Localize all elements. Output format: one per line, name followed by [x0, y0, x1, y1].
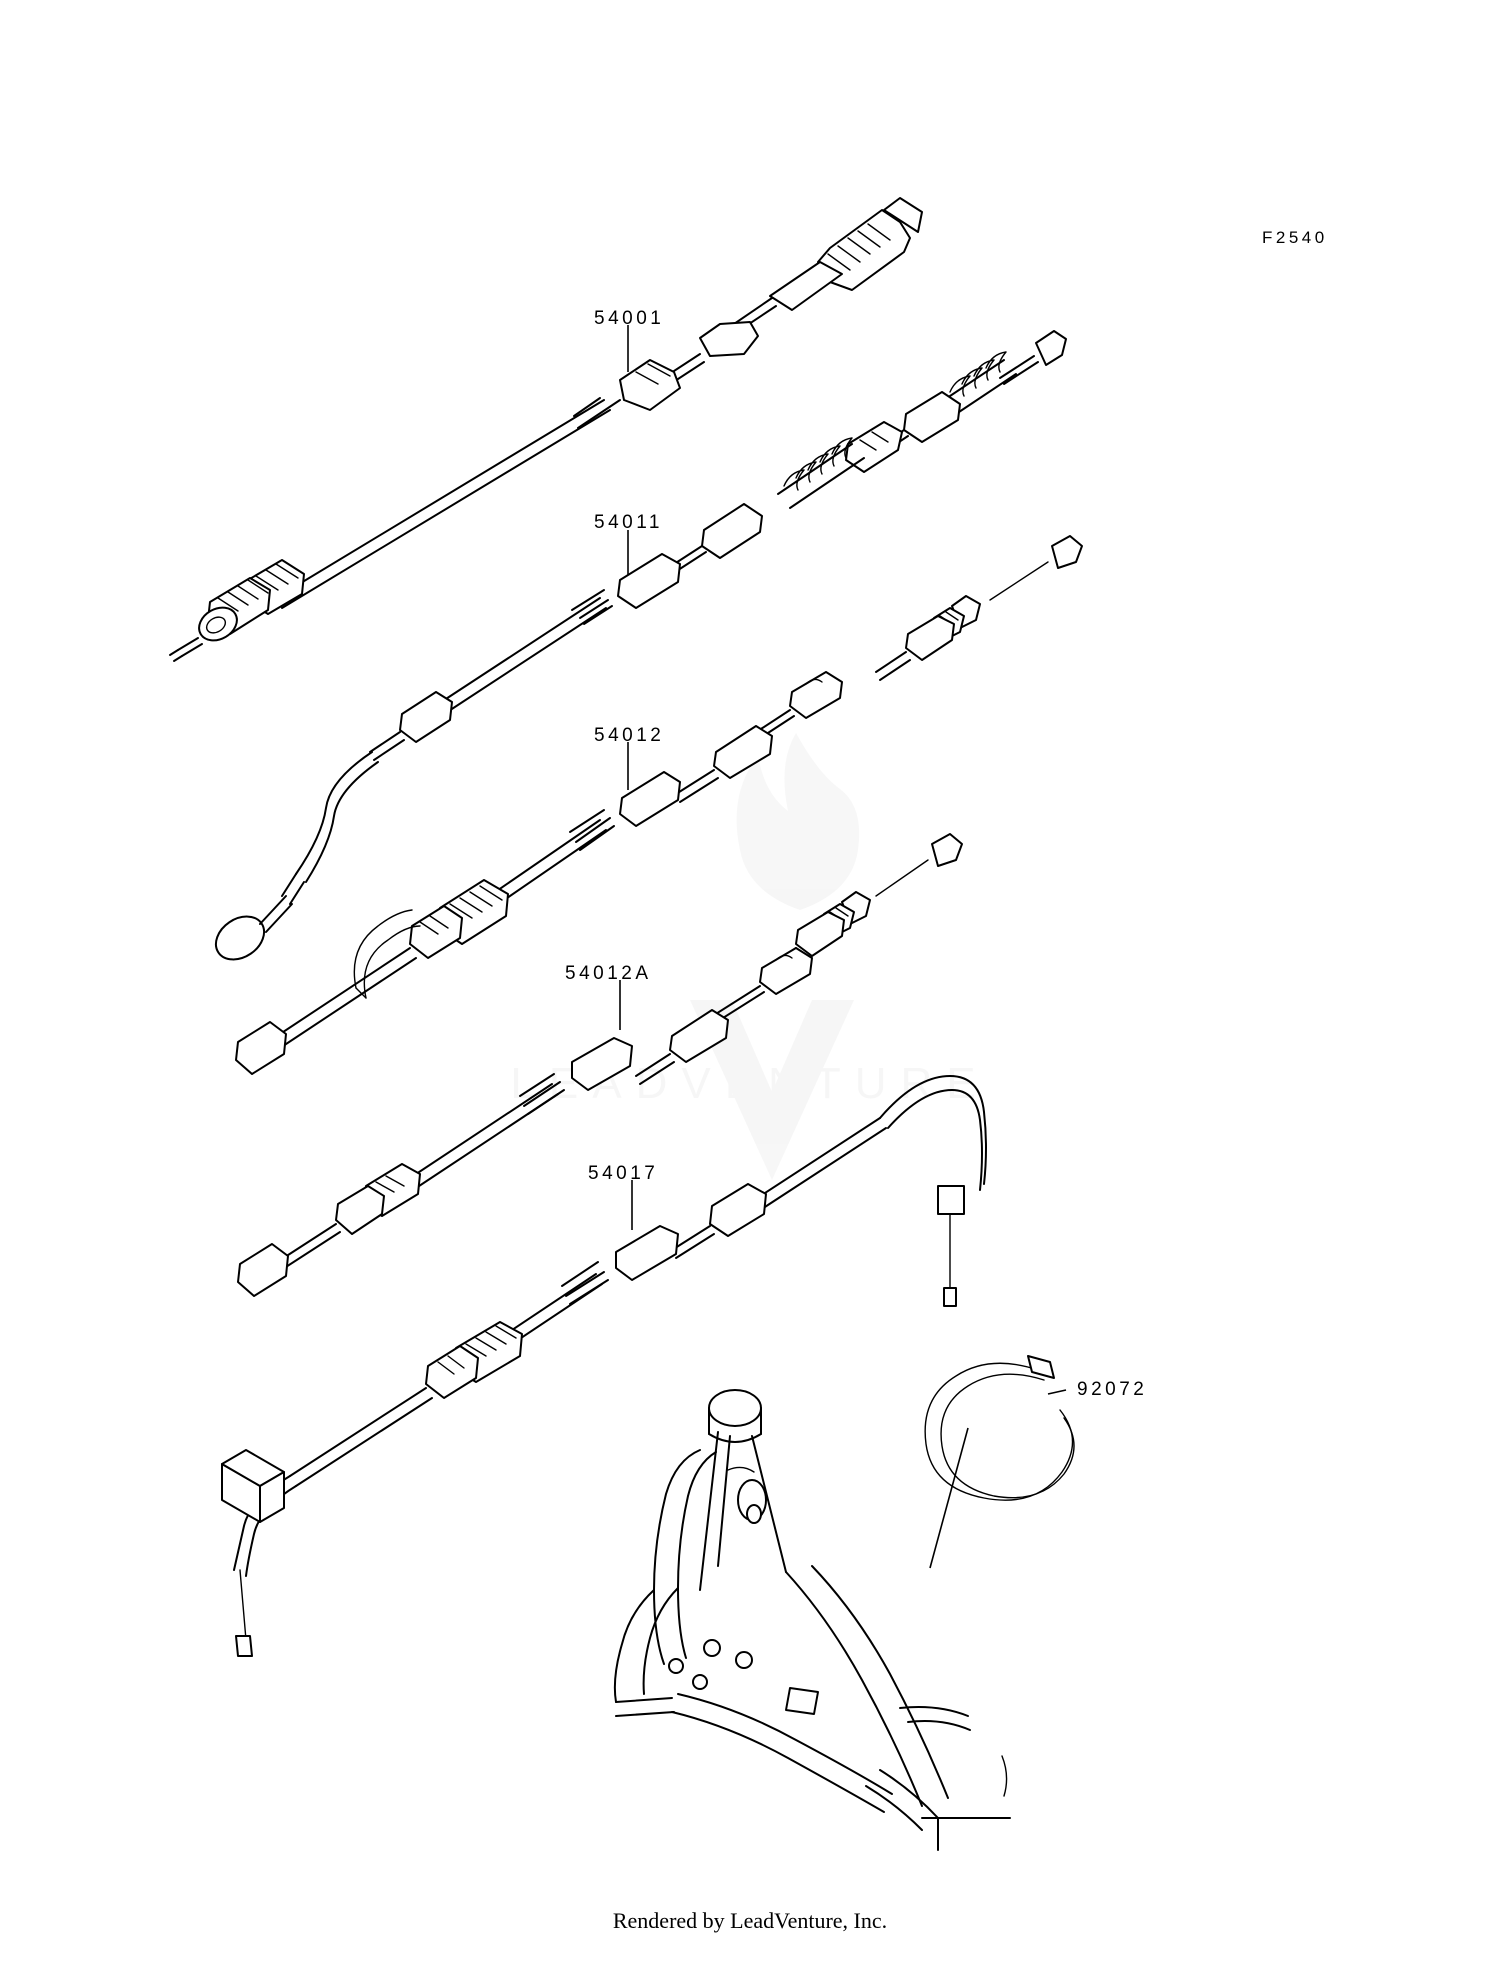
- part-label-54011[interactable]: 54011: [594, 512, 663, 533]
- part-drawing-54012: [236, 536, 1082, 1074]
- part-label-92072[interactable]: 92072: [1077, 1379, 1148, 1400]
- part-drawing-54011: [208, 331, 1066, 968]
- svg-text:LEADVENTURE: LEADVENTURE: [510, 1059, 990, 1108]
- frame-illustration: [615, 1390, 1010, 1850]
- footer-credit: Rendered by LeadVenture, Inc.: [612, 1908, 888, 1933]
- part-label-54012A[interactable]: 54012A: [565, 963, 652, 984]
- part-drawing-54012A: [238, 834, 962, 1296]
- part-label-54012[interactable]: 54012: [594, 725, 665, 746]
- figure-code: F2540: [1262, 228, 1328, 247]
- part-label-54017[interactable]: 54017: [588, 1163, 659, 1184]
- part-drawing-54001: [170, 198, 922, 661]
- part-label-54001[interactable]: 54001: [594, 308, 665, 329]
- part-drawing-92072: [925, 1356, 1074, 1568]
